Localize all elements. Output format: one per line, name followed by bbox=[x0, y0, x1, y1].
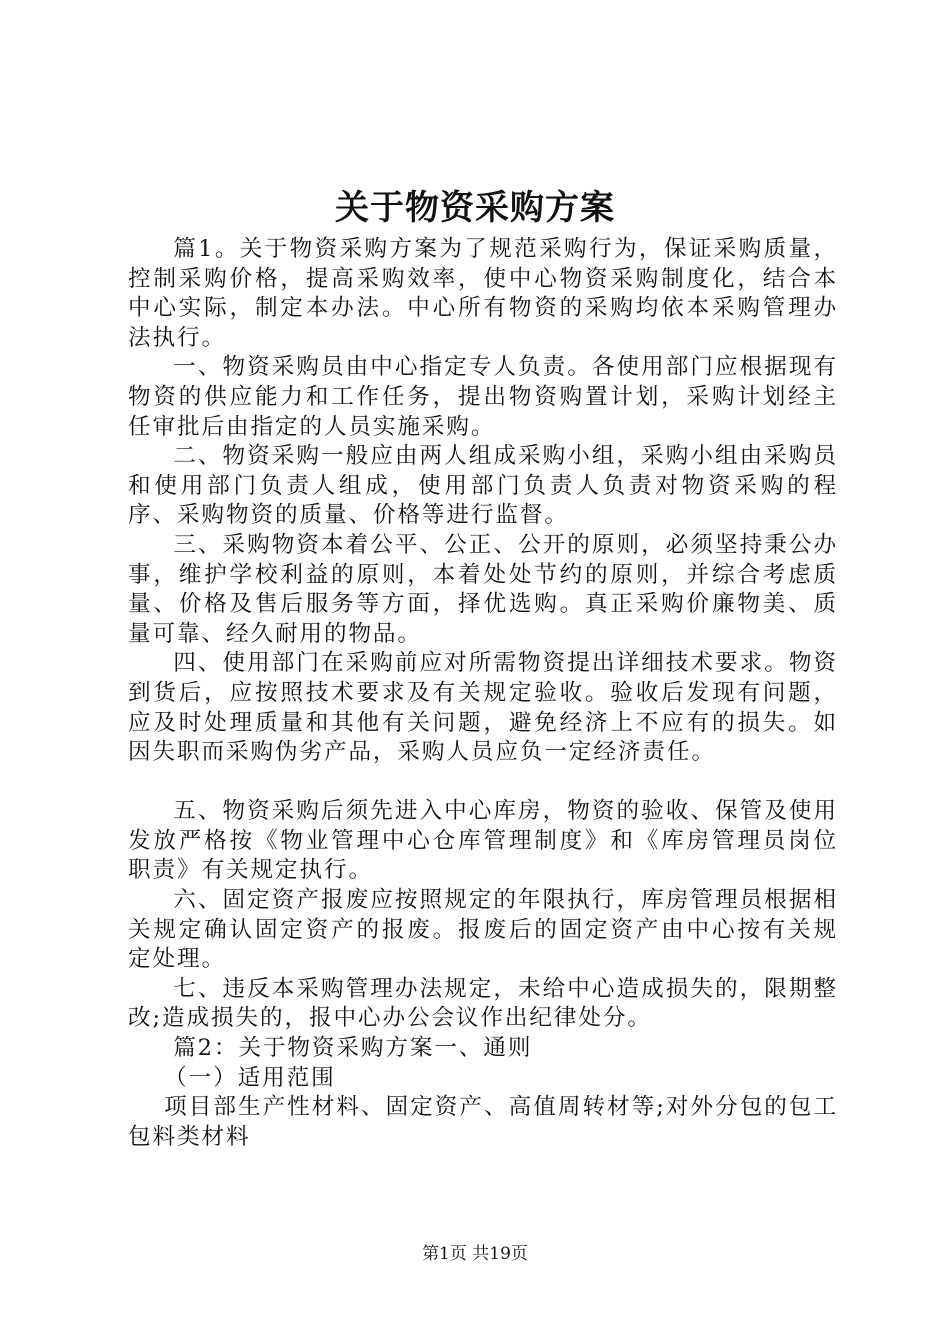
page-number-footer: 第1页 共19页 bbox=[422, 1244, 528, 1264]
paragraph-intro: 篇1。关于物资采购方案为了规范采购行为，保证采购质量，控制采购价格，提高采购效率，使中心物资采购制度化，结合本中心实际，制定本办法。中心所有物资的采购均依本采购管理办法执行。 bbox=[128, 236, 838, 351]
section-heading-part-2: 篇2：关于物资采购方案一、通则 bbox=[173, 1035, 533, 1062]
paragraph-item-5: 五、物资采购后须先进入中心库房，物资的验收、保管及使用发放严格按《物业管理中心仓库管理制度》和《库房管理员岗位职责》有关规定执行。 bbox=[128, 798, 838, 884]
paragraph-scope: 项目部生产性材料、固定资产、高值周转材等;对外分包的包工包料类材料 bbox=[128, 1094, 838, 1150]
subsection-heading-scope: （一）适用范围 bbox=[164, 1064, 336, 1091]
paragraph-item-7: 七、违反本采购管理办法规定，未给中心造成损失的，限期整改;造成损失的，报中心办公会议作出纪律处分。 bbox=[128, 975, 838, 1032]
paragraph-item-4: 四、使用部门在采购前应对所需物资提出详细技术要求。物资到货后，应按照技术要求及有关规定验收。验收后发现有问题，应及时处理质量和其他有关问题，避免经济上不应有的损失。如因失职而采购伪劣产品，采购人员应负一定经济责任。 bbox=[128, 650, 838, 766]
document-body bbox=[128, 235, 838, 1152]
document-title: 关于物资采购方案 bbox=[335, 188, 615, 228]
paragraph-item-3: 三、采购物资本着公平、公正、公开的原则，必须坚持秉公办事，维护学校利益的原则，本着处处节约的原则，并综合考虑质量、价格及售后服务等方面，择优选购。真正采购价廉物美、质量可靠、经久耐用的物品。 bbox=[128, 531, 838, 647]
paragraph-item-1: 一、物资采购员由中心指定专人负责。各使用部门应根据现有物资的供应能力和工作任务，提出物资购置计划，采购计划经主任审批后由指定的人员实施采购。 bbox=[128, 354, 838, 440]
paragraph-item-6: 六、固定资产报废应按照规定的年限执行，库房管理员根据相关规定确认固定资产的报废。报废后的固定资产由中心按有关规定处理。 bbox=[128, 887, 838, 973]
paragraph-item-2: 二、物资采购一般应由两人组成采购小组，采购小组由采购员和使用部门负责人组成，使用部门负责人负责对物资采购的程序、采购物资的质量、价格等进行监督。 bbox=[128, 443, 838, 529]
